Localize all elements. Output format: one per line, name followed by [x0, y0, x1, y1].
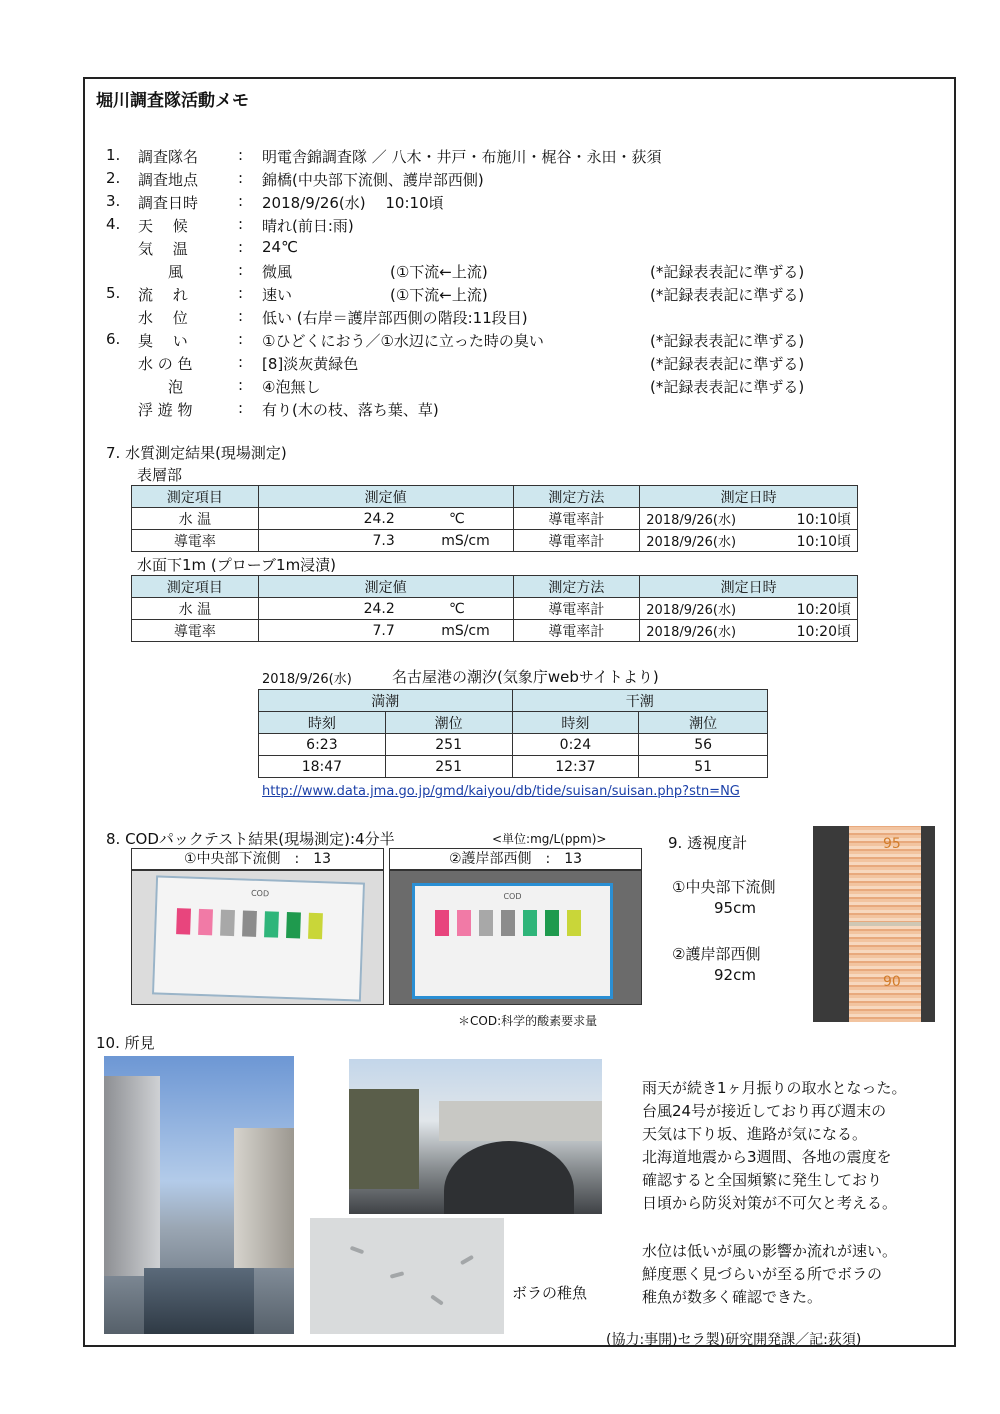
transparency-heading: 9. 透視度計: [668, 834, 748, 852]
survey-value: 微風: [262, 263, 293, 281]
cod-box-2: ②護岸部西側 : 13: [389, 848, 642, 870]
date-text: 2018/9/26(水): [646, 512, 737, 528]
building-right: [234, 1128, 294, 1268]
datetime-cell: [640, 530, 858, 552]
survey-label: 泡: [138, 378, 184, 396]
survey-colon: :: [238, 399, 244, 417]
method-cell: 導電率計: [513, 598, 640, 620]
findings-line: 北海道地震から3週間、各地の震度を: [642, 1148, 892, 1166]
survey-colon: :: [238, 261, 244, 279]
datetime-cell: [640, 508, 858, 530]
low-time: 0:24: [512, 734, 639, 756]
header-item: 測定項目: [132, 576, 259, 598]
survey-num: 2.: [106, 169, 121, 187]
low-level: 51: [639, 756, 768, 778]
method-cell: 導電率計: [513, 508, 640, 530]
item-cell: 導電率: [132, 620, 259, 642]
table-row: [259, 734, 768, 756]
survey-label: 臭 い: [138, 332, 188, 350]
high-tide-label: 満潮: [259, 690, 513, 712]
findings-line: 日頃から防災対策が不可欠と考える。: [642, 1194, 898, 1212]
survey-label: 水 位: [138, 309, 188, 327]
value-cell: [258, 620, 513, 642]
header-value: 測定値: [258, 576, 513, 598]
survey-row: [0, 192, 1000, 214]
table-row: [132, 620, 858, 642]
survey-row: [0, 261, 1000, 283]
survey-num: 4.: [106, 215, 121, 233]
survey-colon: :: [238, 353, 244, 371]
tube-divider: [849, 922, 921, 926]
survey-row: [0, 353, 1000, 375]
survey-value: [8]淡灰黄緑色: [262, 355, 359, 373]
survey-row: [0, 169, 1000, 191]
survey-note: (*記録表表記に準ずる): [650, 378, 805, 396]
cod-card-label: COD: [503, 892, 522, 901]
cod-photo-2: [389, 870, 642, 1005]
cod-color-swatch: [220, 910, 235, 936]
survey-num: 6.: [106, 330, 121, 348]
fish-caption: ボラの稚魚: [512, 1284, 588, 1302]
river-water: [144, 1268, 254, 1334]
survey-value: 低い (右岸＝護岸部西側の階段:11段目): [262, 309, 528, 327]
item-cell: 水 温: [132, 508, 259, 530]
table-row: [132, 508, 858, 530]
survey-value: 速い: [262, 286, 293, 304]
depth-table: [131, 575, 858, 642]
survey-colon: :: [238, 192, 244, 210]
footer-credit: (協力:事開)セラ製)研究開発課／記:荻須): [606, 1332, 862, 1348]
low-tide-label: 干潮: [512, 690, 768, 712]
survey-row: [0, 330, 1000, 352]
value-number: 24.2: [363, 510, 395, 527]
bridge-photo: [349, 1059, 602, 1214]
transparency-line-1: ①中央部下流側: [672, 878, 776, 896]
fish: [390, 1271, 405, 1278]
survey-label: 浮 遊 物: [138, 401, 193, 419]
survey-value: 錦橋(中央部下流側、護岸部西側): [262, 171, 484, 189]
col-level: 潮位: [385, 712, 512, 734]
table-header-row: [132, 486, 858, 508]
river-photo: [104, 1056, 294, 1334]
survey-row: [0, 215, 1000, 237]
header-datetime: 測定日時: [640, 576, 858, 598]
cod-card-label: COD: [250, 888, 270, 899]
survey-label: 調査隊名: [138, 148, 199, 166]
low-level: 56: [639, 734, 768, 756]
survey-row: [0, 238, 1000, 260]
col-level: 潮位: [639, 712, 768, 734]
table-row: [132, 530, 858, 552]
low-time: 12:37: [512, 756, 639, 778]
cod-color-swatch: [264, 911, 279, 937]
high-time: 6:23: [259, 734, 386, 756]
high-level: 251: [385, 734, 512, 756]
survey-value: ①ひどくにおう／①水辺に立った時の臭い: [262, 332, 544, 350]
item-cell: 水 温: [132, 598, 259, 620]
survey-note: (*記録表表記に準ずる): [650, 355, 805, 373]
item-cell: 導電率: [132, 530, 259, 552]
high-time: 18:47: [259, 756, 386, 778]
fish-photo: [310, 1218, 504, 1334]
survey-num: 3.: [106, 192, 121, 210]
survey-row: [0, 307, 1000, 329]
cod-color-swatch: [479, 910, 493, 936]
cod-footnote: ＊COD:科学的酸素要求量: [458, 1014, 598, 1028]
survey-colon: :: [238, 284, 244, 302]
survey-row: [0, 376, 1000, 398]
cod-photo-1: [131, 870, 384, 1005]
cod-color-swatch: [567, 910, 581, 936]
survey-note: (*記録表表記に準ずる): [650, 286, 805, 304]
survey-paren: (①下流←上流): [390, 263, 488, 281]
value-unit: mS/cm: [441, 532, 490, 549]
transparency-line-2: ②護岸部西側: [672, 945, 761, 963]
cod-color-swatch: [176, 908, 191, 934]
survey-note: (*記録表表記に準ずる): [650, 263, 805, 281]
value-number: 7.7: [372, 622, 395, 639]
value-unit: mS/cm: [441, 622, 490, 639]
survey-label: 気 温: [138, 240, 188, 258]
trees: [349, 1089, 419, 1189]
findings-paragraph-2: [642, 1240, 897, 1309]
survey-row: [0, 284, 1000, 306]
tide-table: [258, 689, 768, 778]
cod-color-swatch: [457, 910, 471, 936]
header-value: 測定値: [258, 486, 513, 508]
findings-line: 台風24号が接近しており再び週末の: [642, 1102, 887, 1120]
tide-col-row: [259, 712, 768, 734]
header-item: 測定項目: [132, 486, 259, 508]
cod-test-card: [152, 875, 365, 1001]
time-text: 10:20頃: [796, 601, 851, 618]
date-text: 2018/9/26(水): [646, 534, 737, 550]
findings-line: 稚魚が数多く確認できた。: [642, 1288, 823, 1306]
cod-color-swatch: [545, 910, 559, 936]
time-text: 10:10頃: [796, 511, 851, 528]
cod-box-1: ①中央部下流側 : 13: [131, 848, 384, 870]
datetime-cell: [640, 620, 858, 642]
cod-color-swatch: [501, 910, 515, 936]
time-text: 10:10頃: [796, 533, 851, 550]
survey-row: [0, 399, 1000, 421]
memo-title: 堀川調査隊活動メモ: [96, 91, 249, 111]
survey-colon: :: [238, 307, 244, 325]
time-text: 10:20頃: [796, 623, 851, 640]
value-unit: ℃: [449, 510, 465, 527]
value-cell: [258, 508, 513, 530]
survey-value: 有り(木の枝、落ち葉、草): [262, 401, 439, 419]
tide-group-row: [259, 690, 768, 712]
survey-label: 流 れ: [138, 286, 188, 304]
survey-value: 晴れ(前日:雨): [262, 217, 354, 235]
survey-colon: :: [238, 146, 244, 164]
survey-label: 水 の 色: [138, 355, 193, 373]
findings-paragraph-1: [642, 1077, 907, 1215]
findings-line: 天気は下り坂、進路が気になる。: [642, 1125, 868, 1143]
survey-row: [0, 146, 1000, 168]
cod-heading: 8. CODパックテスト結果(現場測定):4分半: [106, 830, 395, 848]
value-number: 7.3: [372, 532, 395, 549]
depth-label: 水面下1m (プローブ1m浸漬): [137, 556, 337, 574]
bridge-arch: [444, 1141, 574, 1214]
survey-colon: :: [238, 238, 244, 256]
cod-color-swatch: [435, 910, 449, 936]
tube-mark-90: 90: [883, 974, 901, 990]
col-time: 時刻: [512, 712, 639, 734]
table-row: [259, 756, 768, 778]
cod-color-swatch: [198, 909, 213, 935]
survey-colon: :: [238, 215, 244, 233]
tube-mark-95: 95: [883, 836, 901, 852]
findings-line: 確認すると全国頻繁に発生しており: [642, 1171, 883, 1189]
survey-colon: :: [238, 330, 244, 348]
survey-value: ④泡無し: [262, 378, 321, 396]
surface-label: 表層部: [137, 466, 183, 484]
transparency-photo: [813, 826, 935, 1022]
findings-line: 雨天が続き1ヶ月振りの取水となった。: [642, 1079, 907, 1097]
cod-color-swatch: [308, 913, 323, 939]
survey-label: 天 候: [138, 217, 188, 235]
cod-color-swatch: [242, 910, 257, 936]
transparency-value-2: 92cm: [714, 966, 756, 984]
survey-paren: (①下流←上流): [390, 286, 488, 304]
fish: [460, 1255, 474, 1265]
cod-color-swatch: [286, 912, 301, 938]
tide-date: 2018/9/26(水): [262, 672, 352, 687]
header-datetime: 測定日時: [640, 486, 858, 508]
col-time: 時刻: [259, 712, 386, 734]
method-cell: 導電率計: [513, 530, 640, 552]
header-method: 測定方法: [513, 576, 640, 598]
surface-table: [131, 485, 858, 552]
date-text: 2018/9/26(水): [646, 624, 737, 640]
survey-note: (*記録表表記に準ずる): [650, 332, 805, 350]
survey-value: 24℃: [262, 238, 298, 256]
survey-value: 2018/9/26(水) 10:10頃: [262, 194, 444, 212]
survey-colon: :: [238, 376, 244, 394]
cod-unit: <単位:mg/L(ppm)>: [492, 832, 607, 846]
findings-line: 鮮度悪く見づらいが至る所でボラの: [642, 1265, 883, 1283]
value-number: 24.2: [363, 600, 395, 617]
bridge-deck: [439, 1101, 602, 1141]
survey-num: 5.: [106, 284, 121, 302]
value-cell: [258, 530, 513, 552]
table-row: [132, 598, 858, 620]
tide-url-link[interactable]: http://www.data.jma.go.jp/gmd/kaiyou/db/tide/suisan/suisan.php?stn=NG: [262, 784, 740, 799]
fish: [430, 1294, 444, 1305]
cod-color-swatch: [523, 910, 537, 936]
header-method: 測定方法: [513, 486, 640, 508]
survey-colon: :: [238, 169, 244, 187]
date-text: 2018/9/26(水): [646, 602, 737, 618]
survey-num: 1.: [106, 146, 121, 164]
water-quality-heading: 7. 水質測定結果(現場測定): [106, 444, 287, 462]
findings-heading: 10. 所見: [96, 1034, 155, 1052]
cod-test-card: [412, 883, 613, 999]
tide-title: 名古屋港の潮汐(気象庁webサイトより): [392, 668, 659, 686]
method-cell: 導電率計: [513, 620, 640, 642]
transparency-value-1: 95cm: [714, 899, 756, 917]
survey-label: 調査日時: [138, 194, 199, 212]
value-cell: [258, 598, 513, 620]
survey-value: 明電舎錦調査隊 ／ 八木・井戸・布施川・梶谷・永田・荻須: [262, 148, 662, 166]
survey-label: 風: [138, 263, 184, 281]
datetime-cell: [640, 598, 858, 620]
value-unit: ℃: [449, 600, 465, 617]
survey-label: 調査地点: [138, 171, 199, 189]
findings-line: 水位は低いが風の影響か流れが速い。: [642, 1242, 898, 1260]
table-header-row: [132, 576, 858, 598]
high-level: 251: [385, 756, 512, 778]
building-left: [104, 1076, 160, 1276]
fish: [350, 1246, 365, 1255]
